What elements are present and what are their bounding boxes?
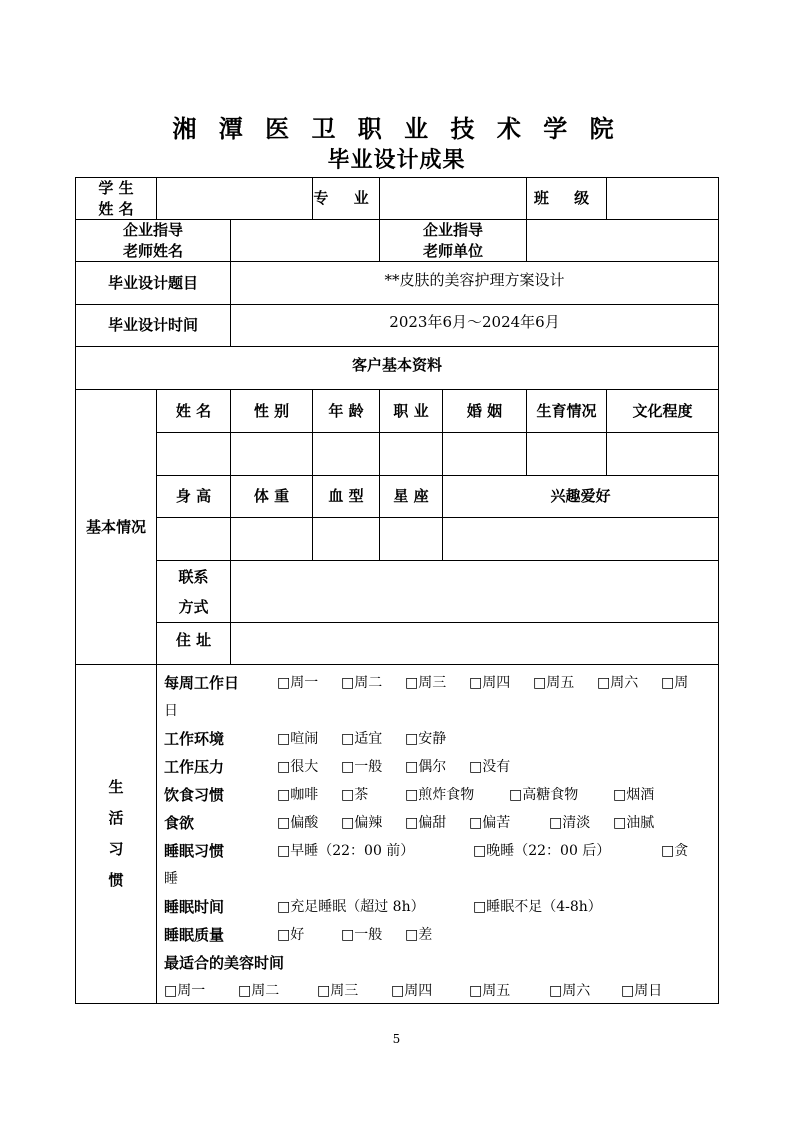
sleep-habit-wrap-text: 睡	[164, 871, 178, 887]
sleep-quality-checkbox[interactable]: □好	[277, 927, 305, 943]
sleep-time-checkbox[interactable]: □睡眠不足（4-8h）	[473, 899, 602, 915]
appetite-checkbox[interactable]: □偏苦	[469, 815, 511, 831]
contact-field[interactable]	[231, 561, 718, 622]
habits-side-label-char: 生	[108, 778, 124, 796]
workday-checkbox[interactable]: □周三	[405, 675, 447, 691]
client-gender-field[interactable]	[231, 433, 312, 475]
environment-checkbox[interactable]: □适宜	[341, 731, 383, 747]
mentor-name-field[interactable]	[231, 220, 379, 261]
school-name: 湘 潭 医 卫 职 业 技 术 学 院	[172, 115, 621, 143]
header-name: 姓 名	[175, 401, 212, 420]
client-section-title: 客户基本资料	[351, 355, 442, 374]
header-zodiac: 星 座	[393, 487, 429, 505]
sleep-quality-label: 睡眠质量	[164, 926, 225, 944]
client-name-field[interactable]	[157, 433, 230, 475]
client-occupation-field[interactable]	[380, 433, 442, 475]
habits-side-label-char: 习	[108, 840, 124, 858]
client-height-field[interactable]	[157, 518, 230, 560]
header-age: 年 龄	[328, 401, 364, 420]
appetite-checkbox[interactable]: □偏甜	[405, 815, 447, 831]
time-label: 毕业设计时间	[107, 316, 198, 334]
habit-row-workday	[164, 669, 714, 697]
class-label: 班 级	[533, 189, 600, 207]
appetite-checkbox[interactable]: □油腻	[613, 815, 655, 831]
client-marriage-field[interactable]	[443, 433, 526, 475]
sleep-quality-checkbox[interactable]: □差	[405, 927, 433, 943]
client-blood-type-field[interactable]	[313, 518, 379, 560]
pressure-checkbox[interactable]: □一般	[341, 759, 383, 775]
sleep-habit-label: 睡眠习惯	[164, 842, 225, 860]
environment-label: 工作环境	[164, 730, 225, 748]
student-name-label-line1: 学 生	[98, 178, 134, 197]
student-name-label	[76, 178, 156, 219]
sleep-time-label: 睡眠时间	[164, 898, 225, 916]
major-field[interactable]	[380, 178, 526, 219]
beauty-time-checkbox[interactable]: □周五	[469, 983, 511, 999]
client-zodiac-field[interactable]	[380, 518, 442, 560]
address-label: 住 址	[175, 630, 212, 649]
table-rule	[75, 664, 719, 665]
workday-checkbox[interactable]: □周四	[469, 675, 511, 691]
diet-label: 饮食习惯	[164, 786, 225, 804]
diet-checkbox[interactable]: □煎炸食物	[405, 787, 475, 803]
mentor-name-label-line2: 老师姓名	[122, 241, 183, 260]
workday-label: 每周工作日	[164, 674, 240, 692]
client-age-field[interactable]	[313, 433, 379, 475]
habit-row-beauty-time	[164, 949, 714, 977]
environment-checkbox[interactable]: □安静	[405, 731, 447, 747]
beauty-time-checkbox[interactable]: □周一	[164, 983, 206, 999]
diet-checkbox[interactable]: □茶	[341, 787, 369, 803]
student-name-label-line2: 姓 名	[98, 199, 134, 218]
time-value[interactable]: 2023年6月～2024年6月	[389, 312, 560, 331]
sleep-habit-checkbox[interactable]: □晚睡（22：00 后）	[473, 843, 611, 859]
sleep-quality-checkbox[interactable]: □一般	[341, 927, 383, 943]
address-field[interactable]	[231, 623, 718, 664]
sleep-habit-checkbox[interactable]: □早睡（22：00 前）	[277, 843, 415, 859]
workday-checkbox[interactable]: □周六	[597, 675, 639, 691]
workday-wrap-text: 日	[164, 703, 178, 719]
beauty-time-checkbox[interactable]: □周二	[238, 983, 280, 999]
document-subtitle: 毕业设计成果	[327, 148, 466, 173]
header-marriage: 婚 姻	[466, 401, 503, 420]
habits-side-label-char: 活	[108, 809, 124, 827]
header-blood-type: 血 型	[328, 487, 364, 505]
client-education-field[interactable]	[607, 433, 718, 475]
mentor-unit-label-line1: 企业指导	[422, 220, 483, 239]
header-fertility: 生育情况	[536, 401, 597, 420]
student-name-field[interactable]	[157, 178, 312, 219]
habit-row-beauty-time-options	[164, 977, 714, 1005]
client-weight-field[interactable]	[231, 518, 312, 560]
habit-row-diet	[164, 781, 714, 809]
workday-checkbox[interactable]: □周二	[341, 675, 383, 691]
page-number: 5	[392, 1032, 401, 1046]
beauty-time-checkbox[interactable]: □周六	[549, 983, 591, 999]
beauty-time-checkbox[interactable]: □周三	[317, 983, 359, 999]
mentor-unit-field[interactable]	[527, 220, 718, 261]
contact-label-line2: 方式	[178, 597, 209, 616]
contact-label-line1: 联系	[178, 567, 209, 586]
beauty-time-label: 最适合的美容时间	[164, 954, 285, 972]
pressure-checkbox[interactable]: □偶尔	[405, 759, 447, 775]
mentor-unit-label	[380, 220, 526, 261]
table-rule	[718, 177, 719, 1004]
basic-info-label: 基本情况	[85, 517, 146, 536]
diet-checkbox[interactable]: □高糖食物	[509, 787, 579, 803]
major-label: 专 业	[313, 189, 379, 207]
mentor-name-label	[76, 220, 230, 261]
habit-row-sleep-habit	[164, 837, 714, 865]
beauty-time-checkbox[interactable]: □周日	[621, 983, 663, 999]
habit-row-appetite	[164, 809, 714, 837]
sleep-time-checkbox[interactable]: □充足睡眠（超过 8h）	[277, 899, 425, 915]
habits-side-label	[76, 665, 156, 1003]
environment-checkbox[interactable]: □喧闹	[277, 731, 319, 747]
header-weight: 体 重	[253, 487, 290, 505]
topic-label: 毕业设计题目	[107, 273, 198, 292]
diet-checkbox[interactable]: □咖啡	[277, 787, 319, 803]
contact-label	[157, 561, 230, 622]
habit-row-workday-wrap	[164, 697, 204, 725]
mentor-unit-label-line2: 老师单位	[422, 241, 483, 260]
appetite-checkbox[interactable]: □偏酸	[277, 815, 319, 831]
header-gender: 性 别	[253, 401, 290, 420]
habit-row-sleep-habit-wrap	[164, 865, 204, 893]
habit-row-sleep-quality	[164, 921, 714, 949]
header-height: 身 高	[175, 487, 212, 505]
pressure-checkbox[interactable]: □很大	[277, 759, 319, 775]
mentor-name-label-line1: 企业指导	[122, 220, 183, 239]
appetite-checkbox[interactable]: □偏辣	[341, 815, 383, 831]
habit-row-environment	[164, 725, 714, 753]
header-occupation: 职 业	[393, 401, 429, 420]
habit-row-pressure	[164, 753, 714, 781]
appetite-label: 食欲	[164, 814, 195, 832]
beauty-time-checkbox[interactable]: □周四	[391, 983, 433, 999]
header-education: 文化程度	[632, 401, 693, 420]
pressure-label: 工作压力	[164, 758, 225, 776]
diet-checkbox[interactable]: □烟酒	[613, 787, 655, 803]
topic-value[interactable]: **皮肤的美容护理方案设计	[384, 270, 565, 289]
habit-row-sleep-time	[164, 893, 714, 921]
appetite-checkbox[interactable]: □清淡	[549, 815, 591, 831]
client-hobbies-field[interactable]	[443, 518, 718, 560]
workday-checkbox[interactable]: □周	[661, 675, 689, 691]
workday-checkbox[interactable]: □周一	[277, 675, 319, 691]
pressure-checkbox[interactable]: □没有	[469, 759, 511, 775]
class-field[interactable]	[607, 178, 718, 219]
sleep-habit-checkbox[interactable]: □贪	[661, 843, 689, 859]
habits-side-label-char: 惯	[108, 871, 124, 889]
header-hobbies: 兴趣爱好	[550, 487, 611, 505]
client-fertility-field[interactable]	[527, 433, 606, 475]
workday-checkbox[interactable]: □周五	[533, 675, 575, 691]
